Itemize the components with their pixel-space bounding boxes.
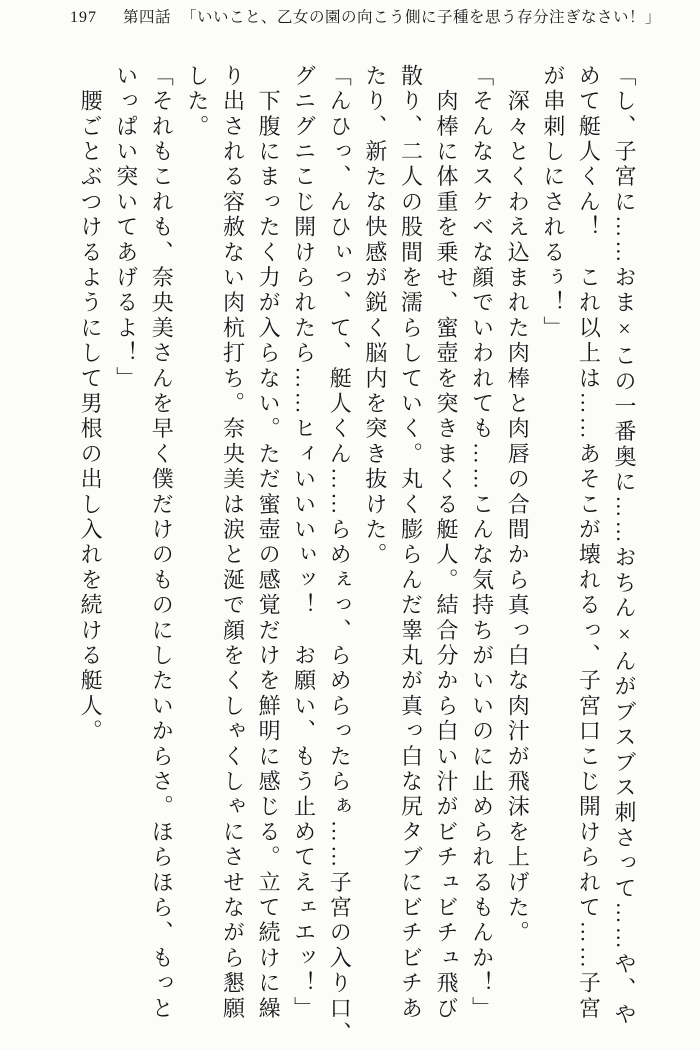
text-column: グニグニこじ開けられたら……ヒィいいいぃッ！ お願い、もう止めてえェエッ！」 [291,64,317,1022]
text-column: いっぱい突いてあげるよ！」 [113,64,139,392]
page-header [70,5,680,27]
text-column: 「んひっ、んひぃっ、て、艇人くん……らめぇっ、らめらったらぁ……子宮の入り口、 [327,64,353,1047]
text-column: 腰ごとぶつけるようにして男根の出し入れを続ける艇人。 [78,64,104,745]
vertical-text-block [73,64,643,1047]
chapter-label: 第四話 [123,9,172,26]
page-number: 197 [70,9,97,26]
text-column: した。 [184,64,210,140]
text-column: が串刺しにされるぅ！」 [540,64,566,342]
text-column: り出される容赦ない肉杭打ち。奈央美は涙と涎で顔をくしゃくしゃにさせながら懇願 [220,64,246,1022]
text-column: 「それもこれも、奈央美さんを早く僕だけのものにしたいからさ。ほらほら、もっと [149,64,175,1022]
chapter-title: 「いいこと、乙女の園の向こう側に子種を思う存分注ぎなさい！」 [181,9,662,26]
text-column: 散り、二人の股間を濡らしていく。丸く膨らんだ睾丸が真っ白な尻タブにビチビチあ [398,64,424,1022]
text-column: 下腹にまったく力が入らない。ただ蜜壺の感覚だけを鮮明に感じる。立て続けに繰 [256,64,282,1022]
text-column: 「し、子宮に……おま×この一番奥に……おちん×んがブスブス刺さって……や、や [612,64,637,1028]
text-column: 「そんなスケベな顔でいわれても……こんな気持ちがいいのに止められるもんか！」 [469,64,495,1022]
text-column: 肉棒に体重を乗せ、蜜壺を突きまくる艇人。結合分から白い汁がビチュビチュ飛び [434,64,460,1022]
text-column: めて艇人くん！ これ以上は……あそこが壊れるっ、子宮口こじ開けられて……子宮 [576,64,602,1022]
text-column: 深々とくわえ込まれた肉棒と肉唇の合間から真っ白な肉汁が飛沫を上げた。 [505,64,531,946]
text-column: たり、新たな快感が鋭く脳内を突き抜けた。 [362,64,388,568]
